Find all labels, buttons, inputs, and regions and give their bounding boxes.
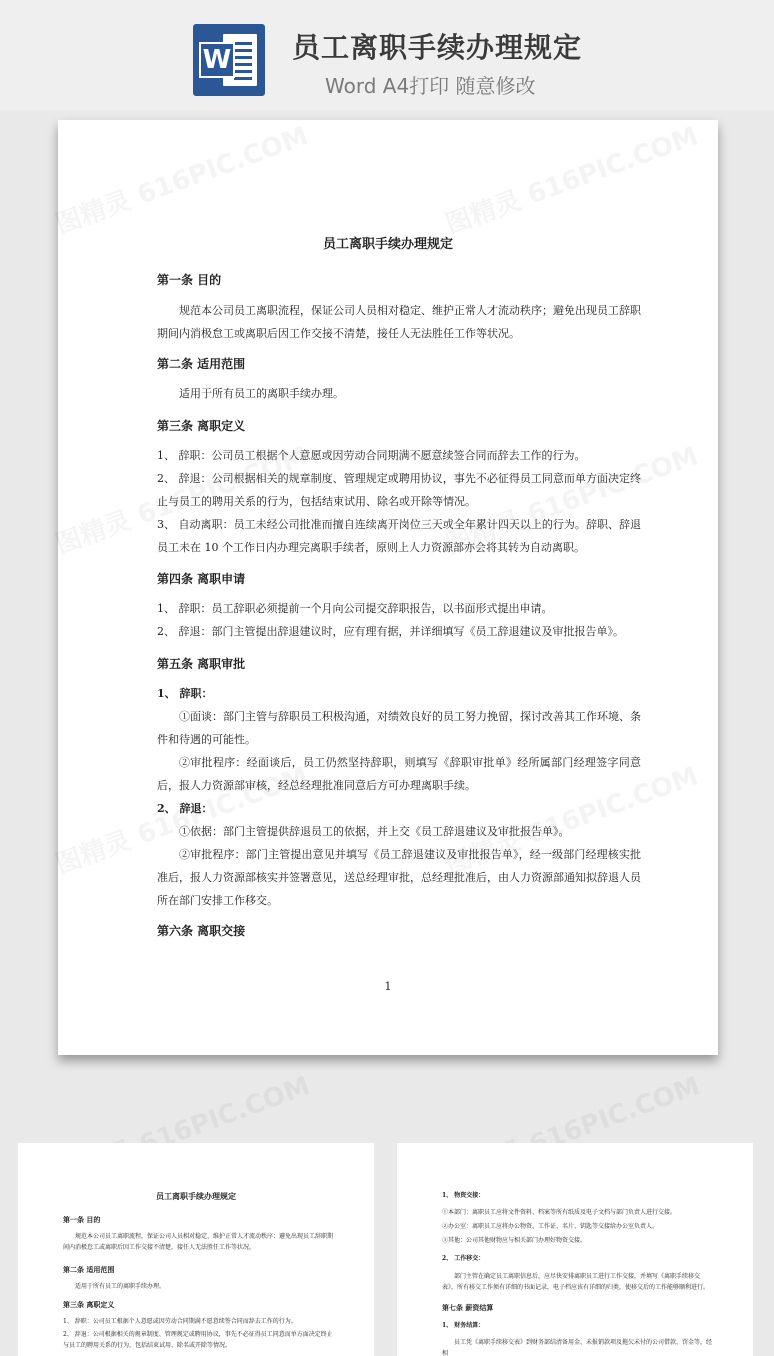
page-number: 1 [384,980,392,993]
paragraph: 1、 辞职： [157,687,213,700]
paragraph: ②审批程序：经面谈后，员工仍然坚持辞职，则填写《辞职审批单》经所属部门经理签字同意后，报人力资源部审核，经总经理批准同意后方可办理离职手续。 [157,756,641,792]
thumb-paragraph: ②办公室：离职员工应将办公物资、工作证、名片、钥匙等交接给办公室负责人。 [442,1223,659,1230]
thumb-heading: 第七条 薪资结算 [442,1303,494,1312]
document-page [58,120,718,1055]
thumb-paragraph: 1、 物资交接： [442,1192,485,1199]
watermark [440,116,703,242]
paragraph: 2、 辞退：部门主管提出辞退建议时，应有理有据，并详细填写《员工辞退建议及审批报告单》。 [157,625,624,638]
paragraph: ①依据：部门主管提供辞退员工的依据，并上交《员工辞退建议及审批报告单》。 [179,825,570,838]
thumb-paragraph: 2、 辞退：公司根据相关的规章制度、管理规定或聘用协议，事先不必征得员工同意而单方面决定终止与员工的聘用关系的行为，包括结束试用、除名或开除等情况。 [63,1331,333,1349]
watermark [50,116,313,242]
banner-subtitle: Word A4打印 随意修改 [325,74,536,98]
thumb-paragraph: ③其他：公司其他财物应与相关部门办理好物资交接。 [442,1237,587,1244]
thumb-heading: 第一条 目的 [63,1215,101,1224]
thumb-paragraph: 员工凭《离职手续移交表》到财务部结清备用金、未报销款项及拖欠未付的公司借款、罚金等，经相 [442,1339,713,1356]
paragraph: 2、 辞退：公司根据相关的规章制度、管理规定或聘用协议，事先不必征得员工同意而单方面决定终止与员工的聘用关系的行为，包括结束试用、除名或开除等情况。 [157,472,641,508]
paragraph: 3、 自动离职：员工未经公司批准而擅自连续离开岗位三天或全年累计四天以上的行为。辞职、辞退员工未在 10 个工作日内办理完离职手续者，原则上人力资源部亦会将其转为自动离职。 [157,518,641,554]
thumb-title: 员工离职手续办理规定 [156,1191,236,1201]
thumb-heading: 第三条 离职定义 [63,1300,115,1309]
thumb-paragraph: 1、 财务结算： [442,1322,485,1329]
section-heading: 第六条 离职交接 [157,924,246,938]
thumb-paragraph: 规范本公司员工离职流程，保证公司人员相对稳定、维护正常人才流动秩序；避免出现员工辞职期间内消极怠工或离职后因工作交接不清楚，接任人无法胜任工作等状况。 [63,1233,334,1251]
paragraph: 规范本公司员工离职流程，保证公司人员相对稳定、维护正常人才流动秩序；避免出现员工辞职期间内消极怠工或离职后因工作交接不清楚，接任人无法胜任工作等状况。 [157,304,641,340]
banner [0,0,774,110]
document-title: 员工离职手续办理规定 [322,237,453,252]
section-heading: 第二条 适用范围 [157,357,246,371]
section-heading: 第四条 离职申请 [157,572,246,586]
thumb-paragraph: 1、 辞职：公司员工根据个人意愿或因劳动合同期满不愿意续签合同而辞去工作的行为。 [63,1318,297,1325]
paragraph: 1、 辞职：员工辞职必须提前一个月向公司提交辞职报告，以书面形式提出申请。 [157,602,553,615]
paragraph: ②审批程序：部门主管提出意见并填写《员工辞退建议及审批报告单》，经一级部门经理核实批准后，报人力资源部核实并签署意见，送总经理审批，总经理批准后，由人力资源部通知拟辞退人员所在部门安排工作移交。 [157,848,641,907]
paragraph: ①面谈：部门主管与辞职员工积极沟通，对绩效良好的员工努力挽留，探讨改善其工作环境、条件和待遇的可能性。 [157,710,641,746]
thumb-paragraph: 2、 工作移交： [442,1255,485,1262]
banner-title: 员工离职手续办理规定 [292,31,583,64]
thumb-heading: 第二条 适用范围 [63,1265,115,1274]
page-thumbnail-2[interactable] [397,1143,753,1356]
thumb-paragraph: 适用于所有员工的离职手续办理。 [75,1283,166,1290]
paragraph: 2、 辞退： [157,802,213,815]
paragraph: 1、 辞职：公司员工根据个人意愿或因劳动合同期满不愿意续签合同而辞去工作的行为。 [157,449,586,462]
word-logo-icon [193,24,265,96]
section-heading: 第一条 目的 [157,273,222,287]
section-heading: 第五条 离职审批 [157,657,246,671]
section-heading: 第三条 离职定义 [157,419,246,433]
page-thumbnail-1[interactable] [18,1143,374,1356]
thumb-paragraph: ①本部门：离职员工应将文件资料、档案等所有纸质及电子文档与部门负责人进行交接。 [442,1209,677,1216]
paragraph: 适用于所有员工的离职手续办理。 [179,387,344,400]
word-logo-letter: W [199,42,235,78]
thumb-paragraph: 部门主管在确定员工离职信息后，应尽快安排离职员工进行工作交接，并填写《离职手续移交表》，所有移交工作须有详细的书面记录，电子档应该有详细的归类，使移交后的工作能够顺利进行。 [442,1273,710,1291]
